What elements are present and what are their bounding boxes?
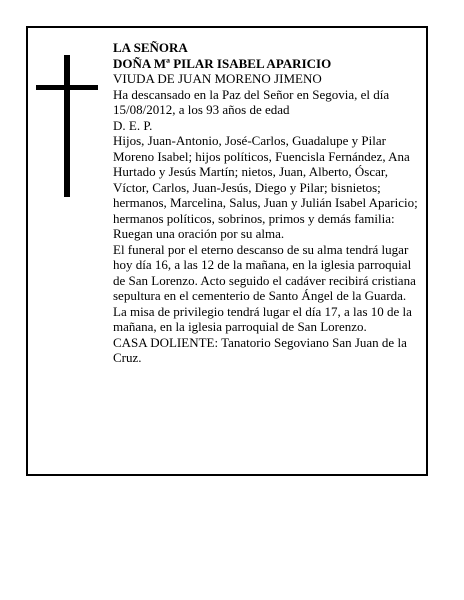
dep-text: D. E. P. — [113, 117, 153, 133]
obituary-text — [113, 40, 418, 366]
prayer-request: Ruegan una oración por su alma. — [113, 226, 285, 241]
deceased-name: DOÑA Mª PILAR ISABEL APARICIO — [113, 55, 332, 71]
death-info: Ha descansado en la Paz del Señor en Segovia, el día 15/08/2012, a los 93 años de edad — [113, 86, 390, 117]
family-list: Hijos, Juan-Antonio, José-Carlos, Guadalupe y Pilar Moreno Isabel; hijos políticos, Fuencisla Fernández, Ana Hurtado y Jesús Martín; nietos, Juan, Alberto, Óscar, Víctor, Carlos, Juan-Jesús, Diego y Pilar; bisnietos; hermanos, Marcelina, Salus, Juan y Julián Isabel Aparicio; hermanos políticos, sobrinos, primos y demás familia: — [113, 133, 418, 226]
cross-vertical-bar — [64, 55, 70, 197]
widow-of: VIUDA DE JUAN MORENO JIMENO — [113, 71, 322, 86]
obituary-title: LA SEÑORA — [113, 40, 188, 55]
house-of-mourning: CASA DOLIENTE: Tanatorio Segoviano San Juan de la Cruz. — [113, 334, 407, 365]
cross-icon — [36, 55, 98, 197]
funeral-details: El funeral por el eterno descanso de su alma tendrá lugar hoy día 16, a las 12 de la mañana, en la iglesia parroquial de San Lorenzo. Acto seguido el cadáver recibirá cristiana sepultura en el cementerio de Santo Ángel de la Guarda. La misa de privilegio tendrá lugar el día 17, a las 10 de la mañana, en la iglesia parroquial de San Lorenzo. — [113, 241, 416, 334]
cross-horizontal-bar — [36, 85, 98, 90]
